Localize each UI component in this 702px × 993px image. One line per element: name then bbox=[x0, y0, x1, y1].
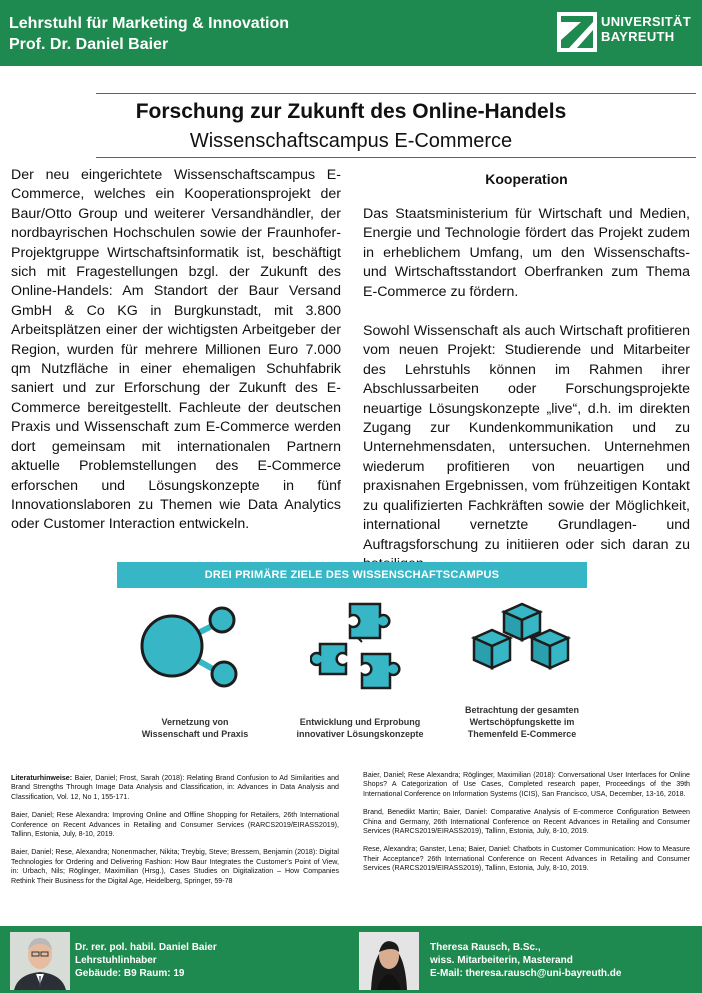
goal1-line1: Vernetzung von bbox=[161, 717, 229, 727]
header-bar bbox=[0, 0, 702, 66]
portrait-baier bbox=[10, 932, 70, 990]
goal1-line2: Wissenschaft und Praxis bbox=[141, 729, 249, 739]
goal2-line1: Entwicklung und Erprobung bbox=[299, 717, 421, 727]
reference-item: Baier, Daniel; Rese, Alexandra; Nonenmacher, Nikita; Treybig, Steve; Bressem, Benjamin (2018): Digital Technologies for Ordering and Delivering Fashion: How Baur Integrates the Customer’s Point of View, in: Urbach, Nils; Röglinger, Maximilian (Hrsg.), Cases Studies on Digitalization – How Companies Rethink Their Business for the Digital Age, Heidelberg, Springer, 59-78 bbox=[11, 848, 339, 885]
goal3-line2: Wertschöpfungskette im bbox=[469, 717, 575, 727]
contact-baier bbox=[75, 941, 217, 980]
contact-rausch-email[interactable]: E-Mail: theresa.rausch@uni-bayreuth.de bbox=[430, 968, 622, 979]
goal2-line2: innovativer Lösungskonzepte bbox=[296, 729, 424, 739]
cooperation-paragraph-1: Das Staatsministerium für Wirtschaft und Medien, Energie und Technologie fördert das Projekt zudem in erheblichem Umfang, um den Wissenschafts- und Wirtschaftsstandort Oberfranken zum Thema E-Commerce zu fördern. bbox=[363, 206, 690, 300]
intro-text: Der neu eingerichtete Wissenschaftscampus E-Commerce, welches ein Kooperationsprojekt der Baur/Otto Group und weiterer Versandhändler, der nordbayrischen Hochschulen sowie der Fraunhofer-Projektgruppe Wirtschaftsinformatik ist, beschäftigt sich mit Fragestellungen bzgl. der Zukunft des Online-Handels: Am Standort der Baur Versand GmbH & Co KG in Burgkunstadt, mit 3.800 Arbeitsplätzen einer der wichtigsten Arbeitgeber der Region, wurden für mehrere Millionen Euro 7.000 qm Nutzfläche in einer ehemaligen Schuhfabrik saniert und zur Erforschung der Zukunft des E-Commerce bereitgestellt. Fachleute der deutschen Praxis und Wissenschaft zum E-Commerce werden dort gemeinsam mit internationalen Partnern aktuelle Problemstellungen des E-Commerce erforschen und Lösungskonzepte in fünf Innovationslaboren zu Themen wie Data Analytics oder Customer Interaction entwickeln. bbox=[11, 167, 341, 533]
goal-label-value-chain bbox=[452, 704, 592, 740]
contact-baier-role: Lehrstuhlinhaber bbox=[75, 955, 157, 966]
contact-rausch bbox=[430, 941, 621, 980]
goal-label-networking bbox=[130, 716, 260, 740]
university-logo bbox=[557, 12, 691, 52]
portrait-rausch bbox=[359, 932, 419, 990]
contact-rausch-name: Theresa Rausch, B.Sc., bbox=[430, 942, 541, 953]
goal-label-development bbox=[285, 716, 435, 740]
references-label: Literaturhinweise: bbox=[11, 774, 73, 782]
chair-name: Lehrstuhl für Marketing & Innovation bbox=[9, 15, 290, 32]
chair-title bbox=[9, 13, 289, 55]
university-logo-mark-icon bbox=[557, 12, 597, 52]
page-title: Forschung zur Zukunft des Online-Handels bbox=[135, 100, 567, 123]
title-top-rule bbox=[96, 93, 696, 94]
reference-item bbox=[11, 774, 339, 802]
logo-text-line1: UNIVERSITÄT bbox=[601, 14, 691, 29]
contact-baier-room: Gebäude: B9 Raum: 19 bbox=[75, 968, 185, 979]
value-chain-cubes-icon bbox=[466, 600, 576, 690]
reference-1: Baier, Daniel; Frost, Sarah (2018): Relating Brand Confusion to Ad Similarities and Brand Strengths Through Image Data Analysis and Classification, in: Advances in Data Analysis and Classification, Vol. 12, No 1, 155-171. bbox=[11, 774, 339, 801]
logo-text-line2: BAYREUTH bbox=[601, 29, 675, 44]
contact-rausch-role: wiss. Mitarbeiterin, Masterand bbox=[430, 955, 573, 966]
cooperation-heading: Kooperation bbox=[485, 171, 568, 187]
title-bottom-rule bbox=[96, 157, 696, 158]
goals-banner: DREI PRIMÄRE ZIELE DES WISSENSCHAFTSCAMPUS bbox=[117, 562, 587, 588]
goal3-line1: Betrachtung der gesamten bbox=[464, 705, 580, 715]
goal3-line3: Themenfeld E-Commerce bbox=[467, 729, 577, 739]
page-subtitle: Wissenschaftscampus E-Commerce bbox=[189, 130, 513, 152]
puzzle-icon bbox=[310, 598, 410, 698]
reference-item: Baier, Daniel; Rese Alexandra: Improving Online and Offline Shopping for Retailers, 26th International Conference on Recent Advances in Retailing and Consumer Services (RARCS2019/EIRASS2019), Tallinn, Estonia, July, 8-10, 2019. bbox=[11, 811, 339, 839]
cooperation-paragraph-2: Sowohl Wissenschaft als auch Wirtschaft profitieren vom neuen Projekt: Studierende und Mitarbeiter des Lehrstuhls können im Rahmen ihrer Abschlussarbeiten oder Forschungsprojekte neuartige Lösungskonzepte „live“, d.h. im direkten Zugang zur Kundenkommunikation und zu Unternehmensdaten, untersuchen. Unternehmen wiederum profitieren von neuartigen und praxisnahen Ergebnissen, vom frühzeitigen Kontakt zu qualifizierten Fachkräften sowie der Möglichkeit, international vernetzte Grundlagen- und Auftragsforschung zu initiieren oder sich daran zu bbox=[363, 323, 690, 553]
references-left bbox=[11, 774, 339, 895]
professor-name: Prof. Dr. Daniel Baier bbox=[9, 36, 169, 53]
network-icon bbox=[138, 600, 248, 690]
references-right bbox=[363, 771, 690, 883]
reference-item: Rese, Alexandra; Ganster, Lena; Baier, Daniel: Chatbots in Customer Communication: How to Measure Their Acceptance? 26th International Conference on Recent Advances in Retailing and Consumer Services (RARCS2019/EIRASS2019), Tallinn, Estonia, July, 8-10, 2019. bbox=[363, 845, 690, 873]
reference-item: Brand, Benedikt Martin; Baier, Daniel: Comparative Analysis of E-commerce Configuration Between China and Germany, 26th International Conference on Recent Advances in Retailing and Consumer Services (RARCS2019/EIRASS2019), Tallinn, Estonia, July, 8-10, 2019. bbox=[363, 808, 690, 836]
contact-baier-name: Dr. rer. pol. habil. Daniel Baier bbox=[75, 942, 217, 953]
cooperation-section bbox=[363, 205, 690, 594]
reference-item: Baier, Daniel; Rese Alexandra; Röglinger, Maximilian (2018): Conversational User Interfaces for Online Shops? A Categorization of Use Cases, Completed research paper, Proceedings of the 39th International Conference on Information Systems (ICIS), San Francisco, USA, December, 13-16, 2018. bbox=[363, 771, 690, 798]
